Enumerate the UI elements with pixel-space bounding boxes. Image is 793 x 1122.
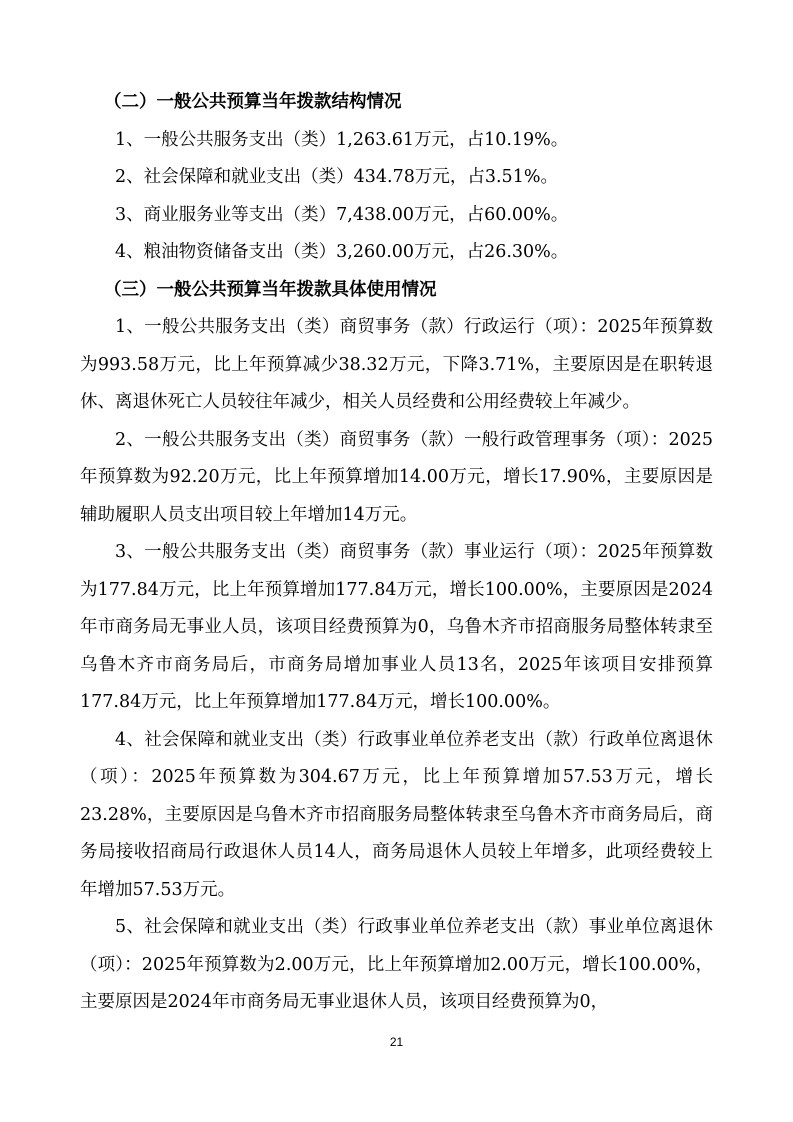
section-heading-specific-usage: （三）一般公共预算当年拨款具体使用情况 (104, 279, 437, 300)
usage-paragraph: 3、一般公共服务支出（类）商贸事务（款）事业运行（项）：2025年预算数为177.84万元，比上年预算增加177.84万元，增长100.00%，主要原因是2024年市商务局无事业人员，该项目经费预算为0，乌鲁木齐市招商服务局整体转隶至乌鲁木齐市商务局后，市商务局增加事业人员13名，2025年该项目安排预算177.84万元，比上年预算增加177.84万元，增长100.00%。 (80, 542, 713, 712)
allocation-item: 3、商业服务业等支出（类）7,438.00万元，占60.00%。 (115, 204, 569, 225)
page-number: 21 (389, 1035, 404, 1049)
usage-paragraph: 1、一般公共服务支出（类）商贸事务（款）行政运行（项）：2025年预算数为993.58万元，比上年预算减少38.32万元，下降3.71%，主要原因是在职转退休、离退休死亡人员较往年减少，相关人员经费和公用经费较上年减少。 (80, 317, 713, 412)
allocation-item: 4、粮油物资储备支出（类）3,260.00万元，占26.30%。 (115, 242, 569, 262)
usage-paragraph: 5、社会保障和就业支出（类）行政事业单位养老支出（款）事业单位离退休（项）：2025年预算数为2.00万元，比上年预算增加2.00万元，增长100.00%，主要原因是2024年市商务局无事业退休人员，该项目经费预算为0， (80, 917, 713, 1012)
allocation-item: 2、社会保障和就业支出（类）434.78万元，占3.51%。 (115, 167, 558, 187)
allocation-item: 1、一般公共服务支出（类）1,263.61万元，占10.19%。 (115, 129, 569, 150)
usage-paragraph: 4、社会保障和就业支出（类）行政事业单位养老支出（款）行政单位离退休（项）：2025年预算数为304.67万元，比上年预算增加57.53万元，增长23.28%，主要原因是乌鲁木齐市招商服务局整体转隶至乌鲁木齐市商务局后，商务局接收招商局行政退休人员14人，商务局退休人员较上年增多，此项经费较上年增加57.53万元。 (80, 729, 713, 900)
section-heading-allocation-structure: （二）一般公共预算当年拨款结构情况 (104, 92, 402, 112)
page-content (80, 84, 713, 1022)
usage-paragraph: 2、一般公共服务支出（类）商贸事务（款）一般行政管理事务（项）：2025年预算数为92.20万元，比上年预算增加14.00万元，增长17.90%，主要原因是辅助履职人员支出项目较上年增加14万元。 (80, 429, 713, 525)
